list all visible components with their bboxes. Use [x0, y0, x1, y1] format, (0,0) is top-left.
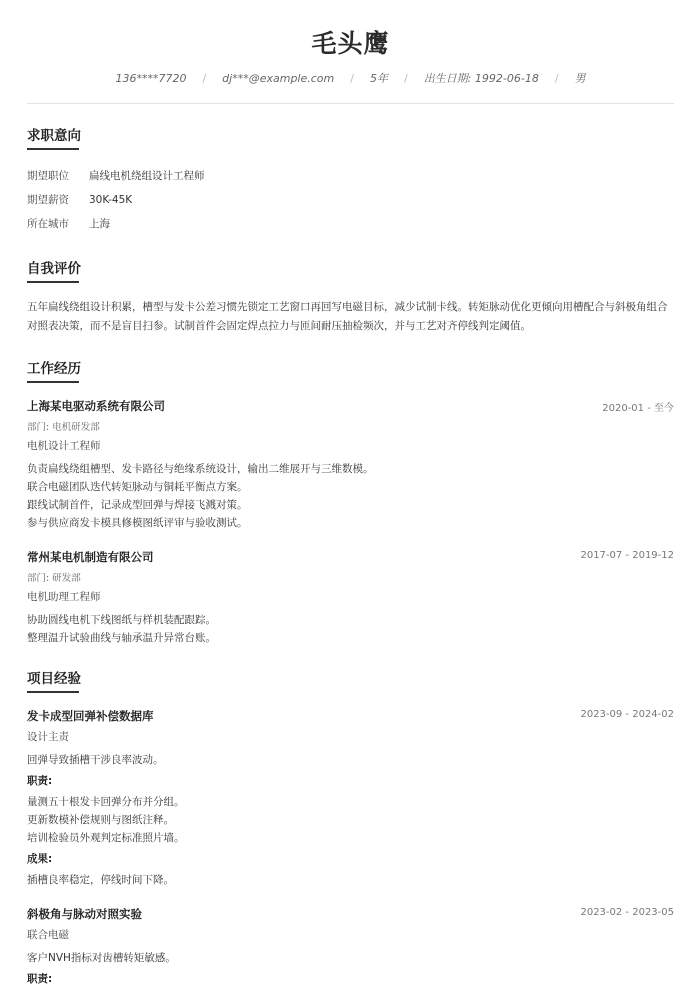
- project-duty-label: 职责:: [27, 973, 53, 985]
- intent-row-position: [27, 168, 205, 183]
- job-bullet: 联合电磁团队迭代转矩脉动与铜耗平衡点方案。: [27, 481, 248, 493]
- project-result-label: 成果:: [27, 853, 53, 865]
- job-dept: 部门: 研发部: [27, 573, 81, 584]
- contact-separator: /: [202, 71, 207, 85]
- project-result: 插槽良率稳定，停线时间下降。: [27, 874, 174, 886]
- section-underline: [27, 281, 79, 283]
- project-desc: 客户NVH指标对齿槽转矩敏感。: [27, 952, 176, 964]
- section-underline: [27, 691, 79, 693]
- project-duty: 量测五十根发卡回弹分布并分组。: [27, 796, 185, 808]
- project-duty: 培训检验员外观判定标准照片墙。: [27, 832, 185, 844]
- contact-email: dj***@example.com: [222, 71, 335, 85]
- contact-separator: /: [403, 71, 408, 85]
- intent-label: 期望薪资: [27, 194, 69, 206]
- intent-value: 上海: [89, 218, 110, 230]
- job-dept: 部门: 电机研发部: [27, 422, 100, 433]
- job-bullet: 负责扁线绕组槽型、发卡路径与绝缘系统设计，输出二维展开与三维数模。: [27, 463, 374, 475]
- job-bullet: 参与供应商发卡模具修模图纸评审与验收测试。: [27, 517, 248, 529]
- job-role: 电机设计工程师: [27, 440, 101, 452]
- project-desc: 回弹导致插槽干涉良率波动。: [27, 754, 164, 766]
- contact-separator: /: [350, 71, 354, 85]
- section-title-work: 工作经历: [27, 361, 81, 377]
- section-title-projects: 项目经验: [27, 671, 81, 687]
- self-eval-line: 五年扁线绕组设计积累，槽型与发卡公差习惯先锁定工艺窗口再回写电磁目标，减少试制卡线。转矩脉动优化更倾向用槽配合与斜极角组合: [27, 301, 668, 313]
- intent-row-salary: [27, 192, 132, 207]
- job-date: 2017-07 - 2019-12: [580, 550, 674, 561]
- project-duty-label: 职责:: [27, 775, 53, 787]
- intent-row-city: [27, 216, 110, 231]
- job-bullet: 跟线试制首件，记录成型回弹与焊接飞溅对策。: [27, 499, 248, 511]
- contact-phone: 136****7720: [115, 71, 187, 85]
- section-title-self-eval: 自我评价: [27, 261, 81, 277]
- contact-birth: 出生日期: 1992-06-18: [423, 72, 539, 85]
- job-date: 2020-01 - 至今: [602, 403, 674, 414]
- project-role: 设计主责: [27, 731, 69, 743]
- project-name: 发卡成型回弹补偿数据库: [27, 709, 154, 723]
- header-divider: [27, 103, 674, 104]
- intent-label: 所在城市: [27, 218, 69, 230]
- contact-experience: 5年: [369, 72, 388, 85]
- project-duty: 更新数模补偿规则与图纸注释。: [27, 814, 174, 826]
- project-role: 联合电磁: [27, 929, 69, 941]
- intent-label: 期望职位: [27, 170, 69, 182]
- candidate-name: 毛头鹰: [311, 29, 390, 58]
- self-eval-text: [27, 298, 674, 336]
- job-role: 电机助理工程师: [27, 591, 101, 603]
- contact-separator: /: [554, 71, 559, 85]
- job-bullet: 整理温升试验曲线与轴承温升异常台账。: [27, 632, 216, 644]
- contact-gender: 男: [574, 72, 586, 85]
- section-underline: [27, 148, 79, 150]
- section-title-intent: 求职意向: [27, 128, 81, 144]
- project-name: 斜极角与脉动对照实验: [27, 907, 142, 921]
- intent-value: 30K-45K: [89, 194, 133, 206]
- intent-value: 扁线电机绕组设计工程师: [89, 170, 205, 182]
- project-date: 2023-09 - 2024-02: [580, 709, 674, 720]
- section-underline: [27, 381, 79, 383]
- self-eval-line: 对照表决策，而不是盲目扫参。试制首件会固定焊点拉力与匝间耐压抽检频次，并与工艺对齐停线判定阈值。: [27, 320, 531, 332]
- project-date: 2023-02 - 2023-05: [580, 907, 674, 918]
- job-bullet: 协助圆线电机下线图纸与样机装配跟踪。: [27, 614, 216, 626]
- contact-bar: [27, 70, 674, 86]
- job-company: 上海某电驱动系统有限公司: [27, 399, 165, 413]
- job-company: 常州某电机制造有限公司: [27, 550, 154, 564]
